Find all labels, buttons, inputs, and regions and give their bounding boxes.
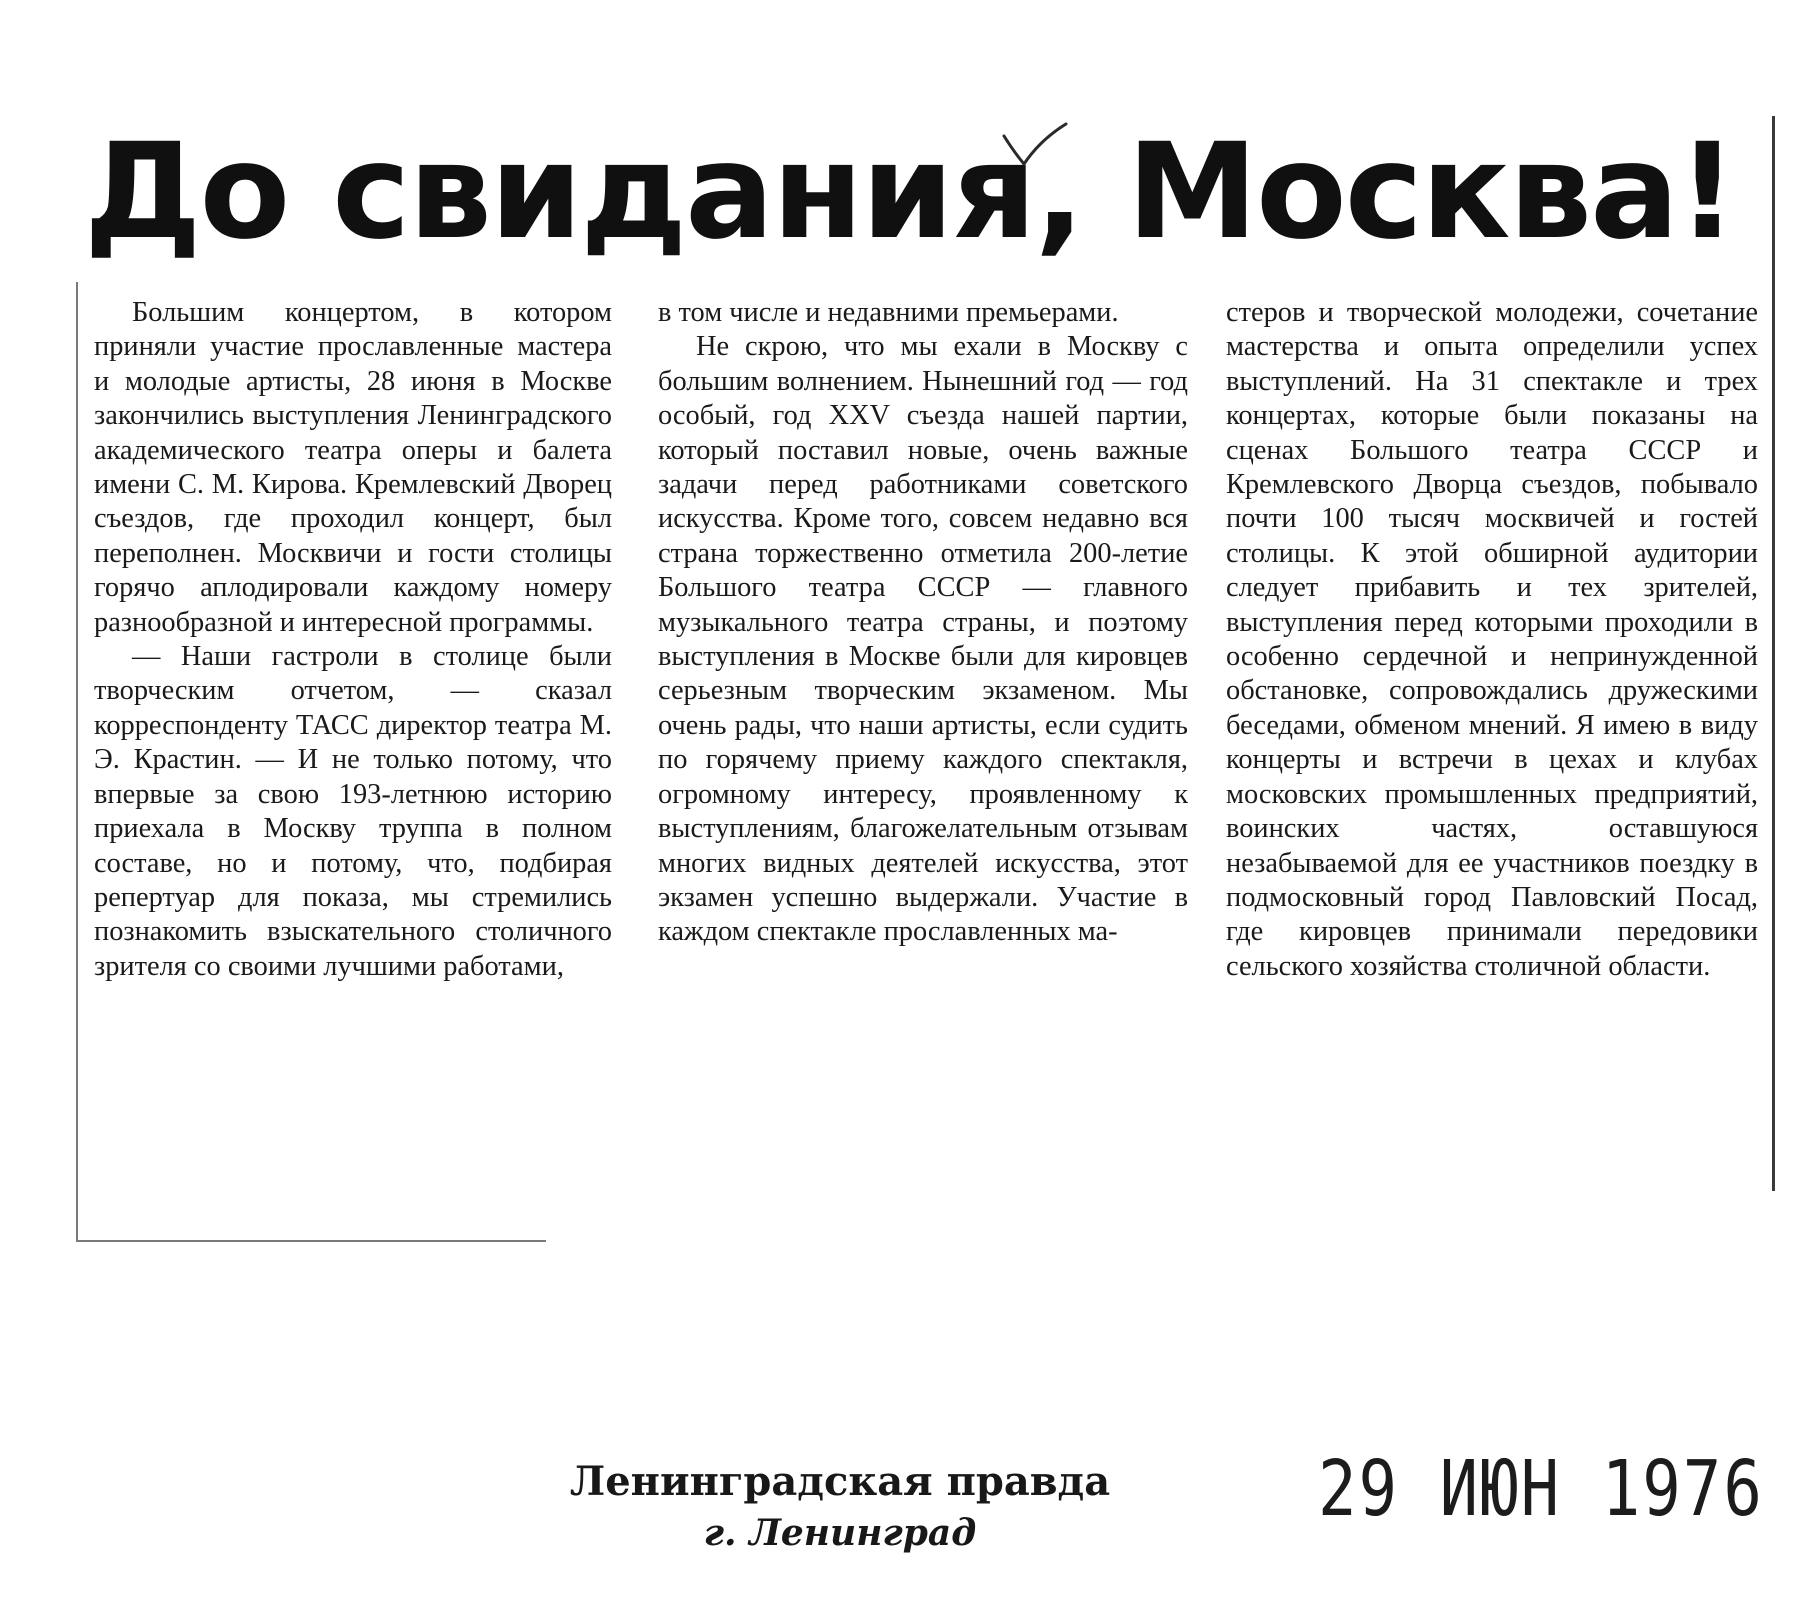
article-column-3 xyxy=(1226,296,1758,984)
article-paragraph: Не скрою, что мы ехали в Москву с большим волнением. Нынешний год — год особый, год XXV съезда нашей партии, который поставил новые, очень важные задачи перед работниками советского искусства. Кроме того, совсем недавно вся страна торжественно отметила 200-летие Большого театра СССР — главного музыкального театра страны, и поэтому выступления в Москве были для кировцев серьезным творческим экзаменом. Мы очень рады, что наши артисты, если судить по горячему приему каждого спектакля, огромному интересу, проявленному к выступлениям, благожелательным отзывам многих видных деятелей искусства, этот экзамен успешно выдержали. Участие в каждом спектакле прославленных ма- xyxy=(658,331,1188,948)
clipping-right-rule xyxy=(1772,116,1775,1191)
date-stamp: 29 ИЮН 1976 xyxy=(1318,1445,1764,1535)
newspaper-city: г. Ленинград xyxy=(703,1512,977,1554)
newspaper-source xyxy=(560,1456,1120,1558)
article-paragraph: в том числе и недавними премьерами. xyxy=(658,297,1119,328)
article-paragraph: стеров и творческой молодежи, сочетание мастерства и опыта определили успех выступлений. На 31 спектакле и трех концертах, которые были показаны на сценах Большого театра СССР и Кремлевского Дворца съездов, побывало почти 100 тысяч москвичей и гостей столицы. К этой обширной аудитории следует прибавить и тех зрителей, выступления перед которыми проходили в особенно сердечной и непринужденной обстановке, сопровождались дружескими беседами, обменом мнений. Я имею в виду концерты и встречи в цехах и клубах московских промышленных предприятий, воинских частях, оставшуюся незабываемой для ее участников поездку в подмосковный город Павловский Посад, где кировцев принимали передовики сельского хозяйства столичной области. xyxy=(1226,297,1758,982)
clipping-left-rule xyxy=(76,282,78,1242)
article-headline: До свидания, Москва! xyxy=(84,115,1736,269)
article-paragraph: — Наши гастроли в столице были творческим отчетом, — сказал корреспонденту ТАСС директор театра М. Э. Крастин. — И не только потому, что впервые за свою 193-летнюю историю приехала в Москву труппа в полном составе, но и потому, что, подбирая репертуар для показа, мы стремились познакомить взыскательного столичного зрителя со своими лучшими работами, xyxy=(94,641,612,982)
article-column-2 xyxy=(658,296,1188,950)
article-column-1 xyxy=(94,296,612,984)
article-paragraph: Большим концертом, в котором приняли участие прославленные мастера и молодые артисты, 28 июня в Москве закончились выступления Ленинградского академического театра оперы и балета имени С. М. Кирова. Кремлевский Дворец съездов, где проходил концерт, был переполнен. Москвичи и гости столицы горячо аплодировали каждому номеру разнообразной и интересной программы. xyxy=(94,297,612,638)
newspaper-name: Ленинградская правда xyxy=(569,1458,1111,1505)
clipping-bottom-rule xyxy=(76,1240,546,1242)
handwritten-check-mark-icon xyxy=(1000,118,1070,178)
